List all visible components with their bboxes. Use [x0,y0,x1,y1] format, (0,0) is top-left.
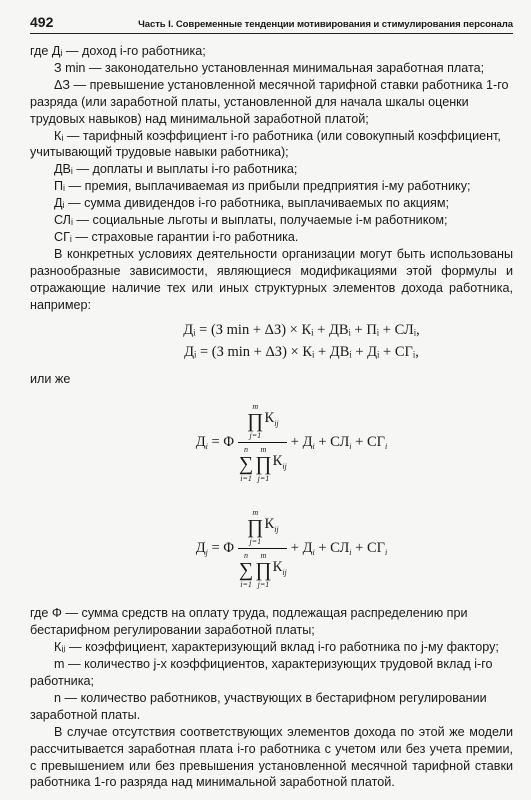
main-text [30,43,513,791]
paragraph-absence: В случае отсутствия соответствующих элементов дохода по этой же модели рассчитывается заработная плата i-го работника с учетом или без учета премии, с превышением или без превышения установленной месячной тарифной ставки работника 1-го разряда над минимальной заработной платой. [30,724,513,790]
definition-bonus: Пᵢ — премия, выплачиваемая из прибыли предприятия i-му работнику; [54,179,471,194]
formula-4: $Д_j = \Phi$ m ∏ j=1 $К_{ij}$ n ∑ i=1 m ∏ j=1 $К_{ij}$ + $Д_i + СЛ_i + СГ_i$ [195,507,388,589]
definition-min-wage: З min — законодательно установленная минимальная заработная плата; [54,60,485,75]
formula-3: $Д_i = \Phi$ m ∏ j=1 $К_{ij}$ n ∑ i=1 m ∏ j=1 $К_{ij}$ + $Д_i + СЛ_i + СГ_i$ [195,401,388,483]
formula-1: Дᵢ = (З min + ΔЗ) × Кᵢ + ДВᵢ + Пᵢ + СЛᵢ, [183,321,420,338]
definition-dividends: Дᵢ — сумма дивидендов i-го работника, выплачиваемых по акциям; [54,196,449,211]
running-header [30,14,513,34]
definition-fund: где Φ — сумма средств на оплату труда, подлежащая распределению при бестарифном регулировании заработной платы; [30,606,468,638]
formula-2: Дᵢ = (З min + ΔЗ) × Кᵢ + ДВᵢ + Дᵢ + СГᵢ, [184,343,419,360]
paragraph-modifications: В конкретных условиях деятельности организации могут быть использованы разнообразные зависимости, являющиеся модификациями этой формулы и отражающие наличие тех или иных структурных элементов дохода работника, например: [30,246,513,312]
definition-social: СЛᵢ — социальные льготы и выплаты, получаемые i-м работником; [54,213,448,228]
page-number: 492 [30,14,54,30]
definition-excess: ΔЗ — превышение установленной месячной тарифной ставки работника 1-го разряда (или заработной платы, установленной для начала шкалы оценки трудовых навыков) над минимальной заработной платой; [30,77,509,126]
definition-income: где Дᵢ — доход i-го работника; [30,44,206,58]
running-title: Часть I. Современные тенденции мотивирования и стимулирования персонала [138,19,513,30]
definition-m: m — количество j-х коэффициентов, характеризующих трудовой вклад i-го работника; [30,657,493,689]
definition-kij: Кᵢⱼ — коэффициент, характеризующий вклад i-го работника по j-му фактору; [54,640,499,655]
definition-tariff-coef: Кᵢ — тарифный коэффициент i-го работника (или совокупный коэффициент, учитывающий трудовые навыки работника); [30,128,501,160]
definition-insurance: СГᵢ — страховые гарантии i-го работника. [54,229,299,244]
or-text: или же [30,371,71,386]
definition-n: n — количество работников, участвующих в бестарифном регулировании заработной платы. [30,690,487,722]
definition-allowances: ДВᵢ — доплаты и выплаты i-го работника; [54,162,298,177]
